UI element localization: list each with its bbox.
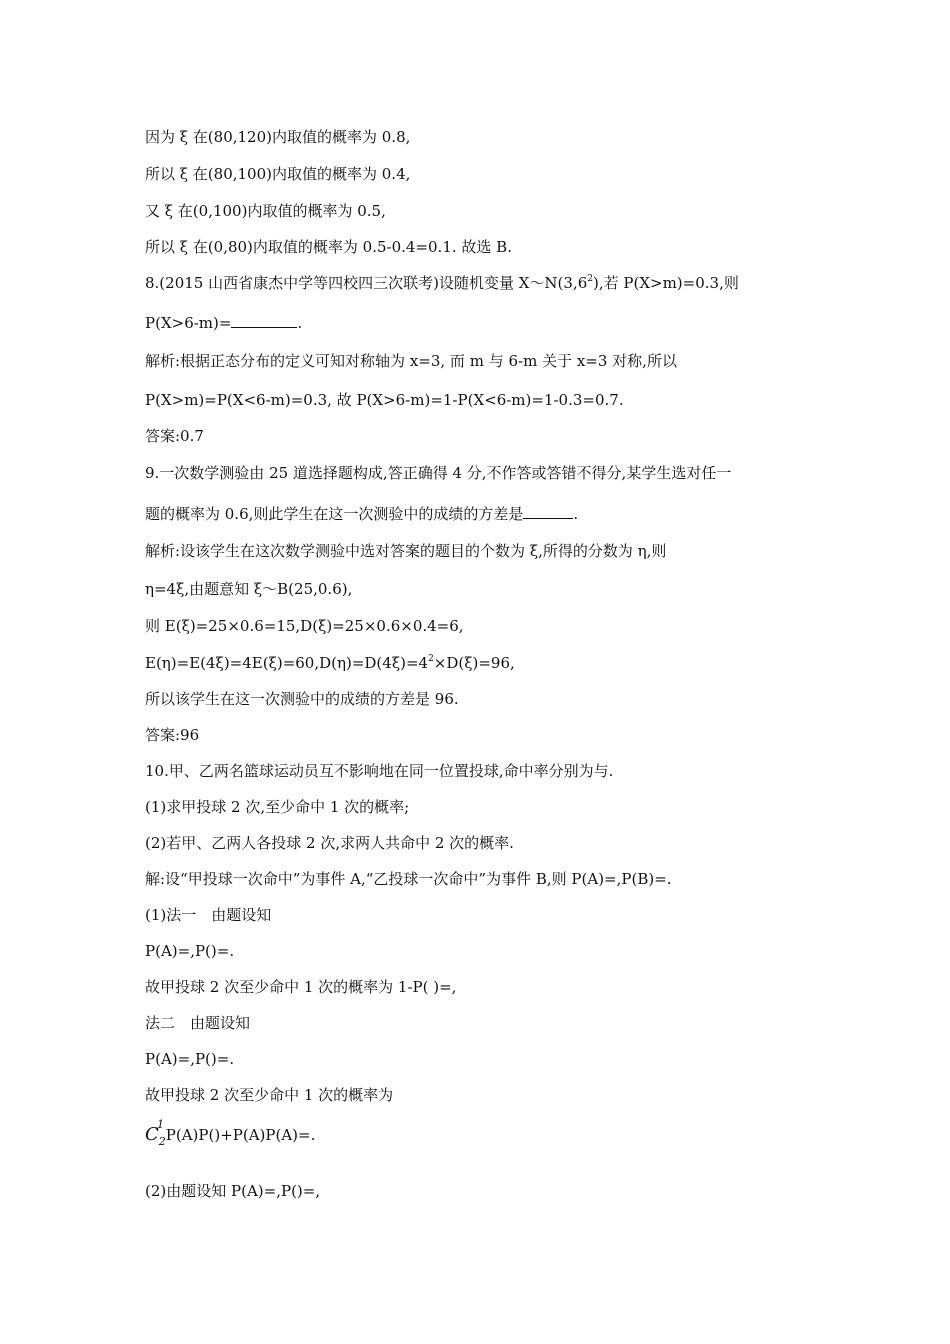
solution-line: 解:设“甲投球一次命中”为事件 A,“乙投球一次命中”为事件 B,则 P(A)=,P(B)=. — [145, 870, 672, 888]
answer-line: η=4ξ,由题意知 ξ～B(25,0.6), — [145, 580, 353, 598]
combination-letter: C — [145, 1124, 159, 1145]
question-9-line: 9.一次数学测验由 25 道选择题构成,答正确得 4 分,不作答或答错不得分,某学生选对任一 — [145, 464, 732, 482]
text-span: . — [297, 314, 303, 332]
question-8-line — [145, 311, 302, 334]
text-span: P(A)P()+P(A)P(A)=. — [165, 1126, 316, 1144]
text-span: 题的概率为 0.6,则此学生在这一次测验中的成绩的方差是 — [145, 505, 524, 523]
question-9-line — [145, 502, 578, 525]
solution-line — [145, 1118, 316, 1148]
question-10-line: 10.甲、乙两名篮球运动员互不影响地在同一位置投球,命中率分别为与. — [145, 762, 614, 780]
answer-line: 则 E(ξ)=25×0.6=15,D(ξ)=25×0.6×0.4=6, — [145, 617, 464, 635]
question-10-line: (1)求甲投球 2 次,至少命中 1 次的概率; — [145, 798, 410, 816]
answer-blank — [231, 311, 297, 328]
answer-line: 答案:0.7 — [145, 427, 204, 445]
answer-line: 答案:96 — [145, 726, 200, 744]
text-span: E(η)=E(4ξ)=4E(ξ)=60,D(η)=D(4ξ)=4 — [145, 654, 429, 672]
question-8-line — [145, 272, 739, 294]
solution-line: 故甲投球 2 次至少命中 1 次的概率为 — [145, 1086, 394, 1104]
answer-line: P(X>m)=P(X<6-m)=0.3, 故 P(X>6-m)=1-P(X<6-m)=1-0.3=0.7. — [145, 391, 624, 409]
text-span: P(X>6-m)= — [145, 314, 232, 332]
solution-line: (2)由题设知 P(A)=,P()=, — [145, 1182, 321, 1200]
text-span: . — [573, 505, 579, 523]
superscript: 2 — [587, 274, 593, 284]
answer-line — [145, 652, 515, 674]
text-span: 8.(2015 山西省康杰中学等四校四三次联考)设随机变量 X～N(3,6 — [145, 274, 588, 292]
solution-line: (1)法一 由题设知 — [145, 906, 272, 924]
question-10-line: (2)若甲、乙两人各投球 2 次,求两人共命中 2 次的概率. — [145, 834, 514, 852]
text-span: ),若 P(X>m)=0.3,则 — [592, 274, 739, 292]
text-span: ×D(ξ)=96, — [433, 654, 515, 672]
solution-line: 故甲投球 2 次至少命中 1 次的概率为 1-P( )=, — [145, 978, 457, 996]
text-line: 因为 ξ 在(80,120)内取值的概率为 0.8, — [145, 128, 411, 146]
answer-line: 解析:根据正态分布的定义可知对称轴为 x=3, 而 m 与 6-m 关于 x=3 对称,所以 — [145, 352, 677, 370]
superscript: 1 — [157, 1118, 164, 1131]
answer-blank — [523, 502, 573, 519]
text-line: 又 ξ 在(0,100)内取值的概率为 0.5, — [145, 202, 386, 220]
solution-line: P(A)=,P()=. — [145, 942, 235, 960]
combination-symbol — [145, 1118, 166, 1148]
text-line: 所以 ξ 在(0,80)内取值的概率为 0.5-0.4=0.1. 故选 B. — [145, 238, 512, 256]
subscript: 2 — [158, 1135, 166, 1148]
answer-line: 所以该学生在这一次测验中的成绩的方差是 96. — [145, 690, 459, 708]
superscript: 2 — [428, 654, 434, 664]
text-line: 所以 ξ 在(80,100)内取值的概率为 0.4, — [145, 165, 411, 183]
solution-line: 法二 由题设知 — [145, 1014, 251, 1032]
solution-line: P(A)=,P()=. — [145, 1050, 235, 1068]
answer-line: 解析:设该学生在这次数学测验中选对答案的题目的个数为 ξ,所得的分数为 η,则 — [145, 542, 667, 560]
